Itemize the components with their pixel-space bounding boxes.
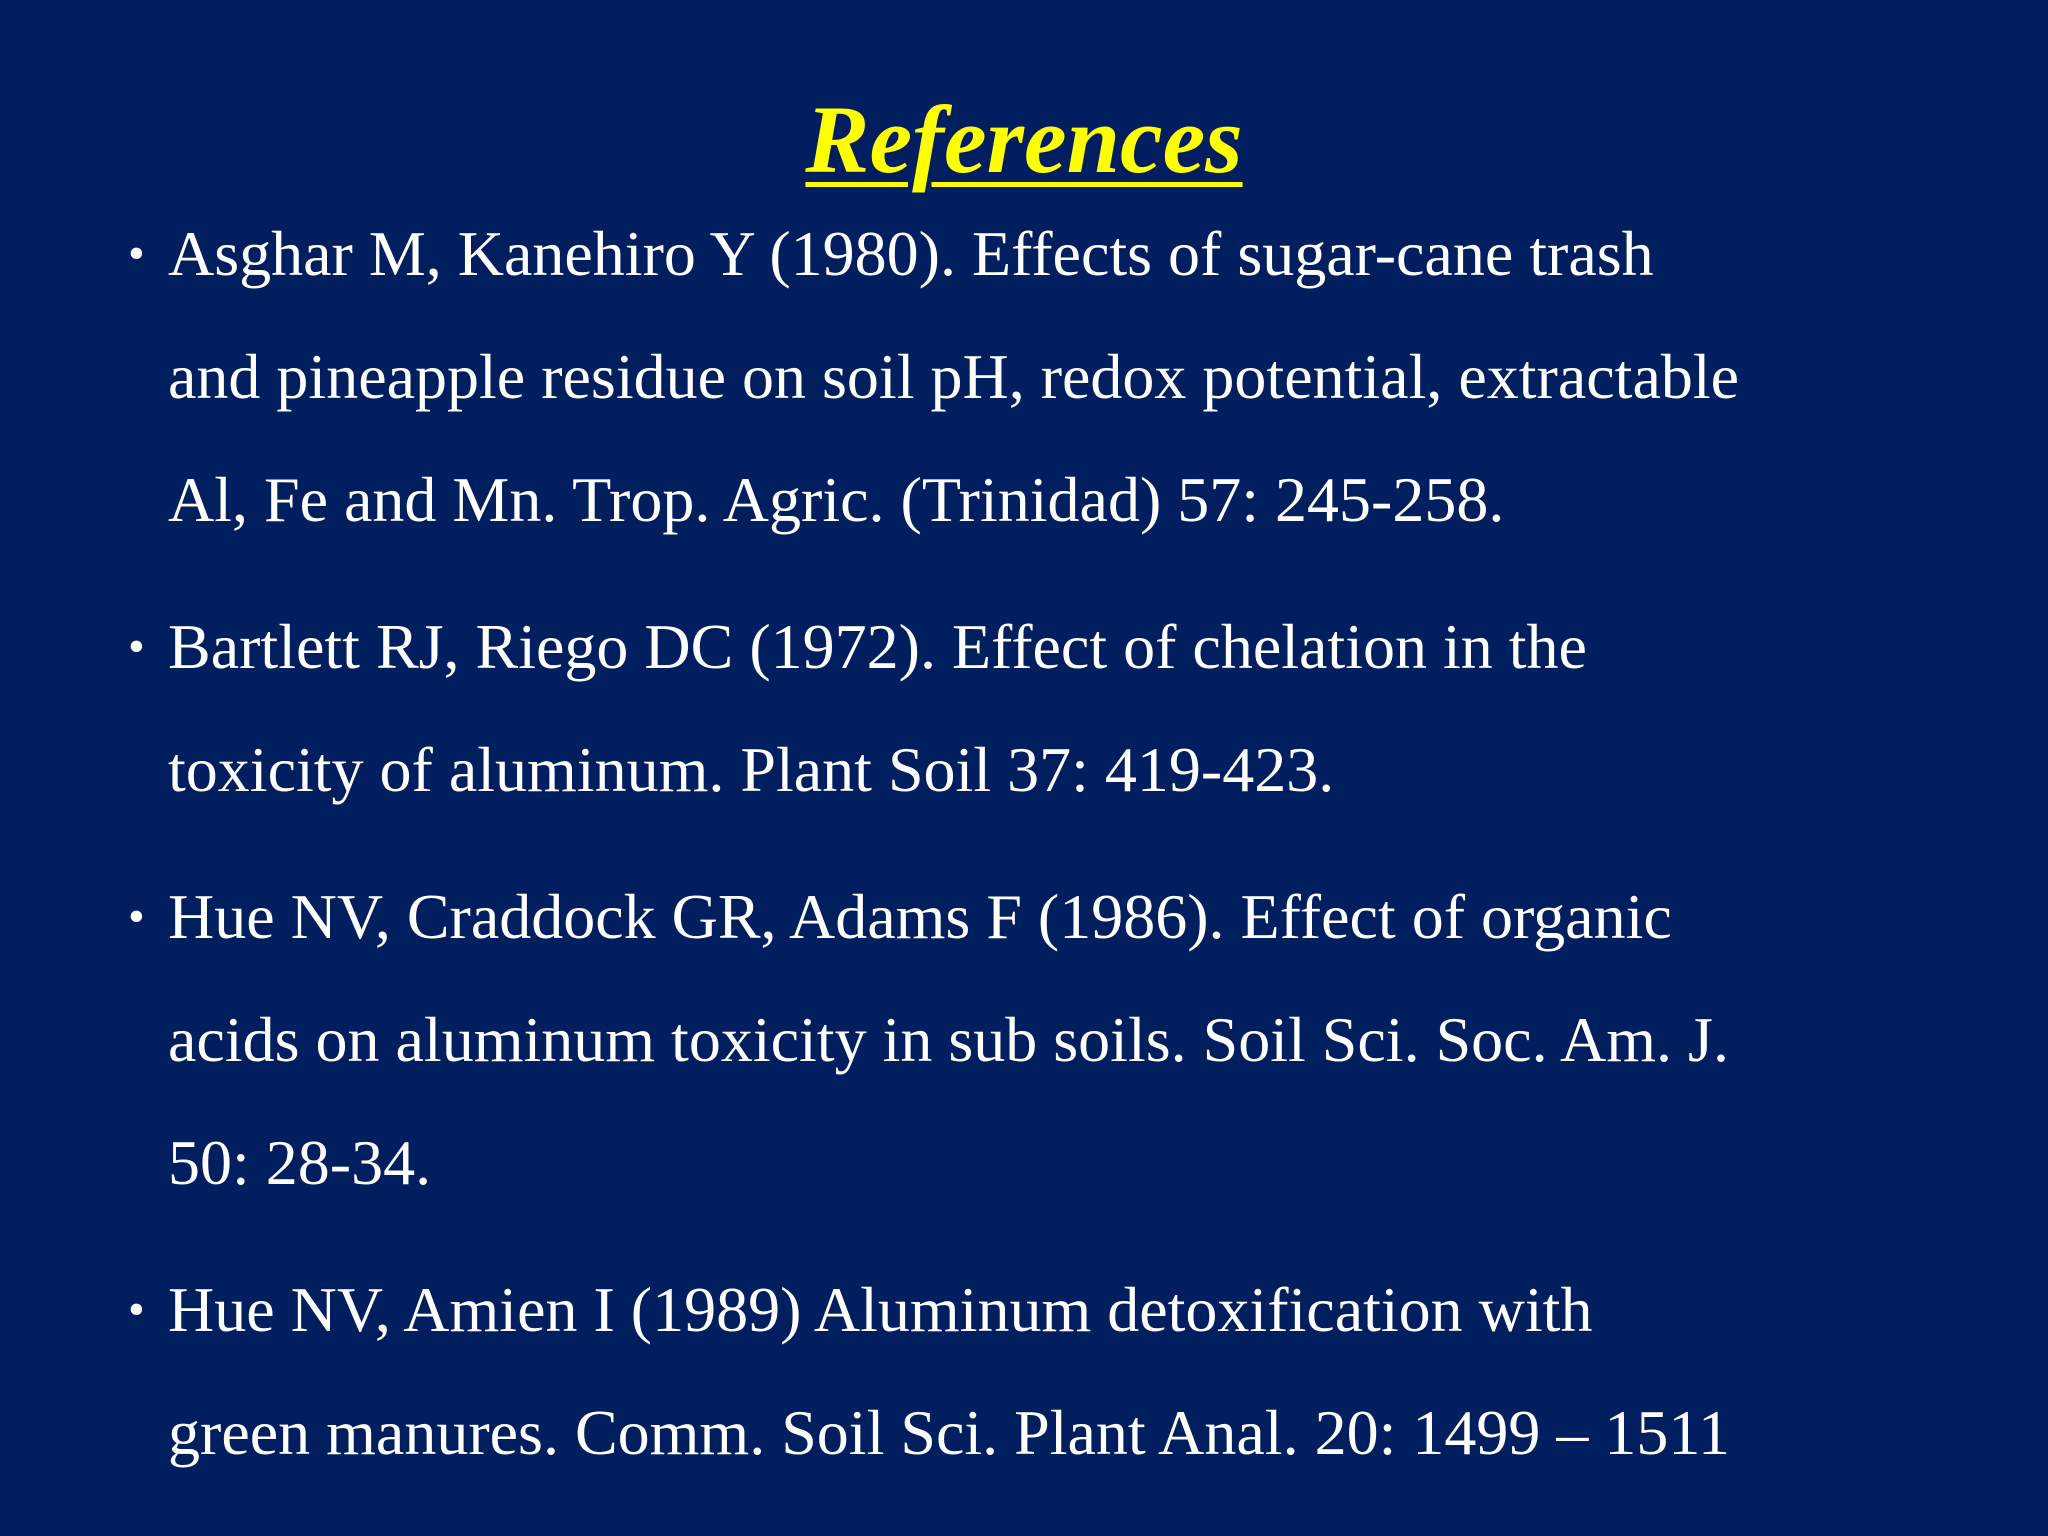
reference-line: Bartlett RJ, Riego DC (1972). Effect of chelation in the: [168, 611, 1587, 682]
bullet-icon: •: [128, 890, 145, 943]
reference-line: Hue NV, Amien I (1989) Aluminum detoxification with: [168, 1274, 1593, 1345]
reference-item: [128, 585, 1928, 831]
reference-item: [128, 1248, 1928, 1494]
reference-item: [128, 192, 1928, 561]
bullet-icon: •: [128, 227, 145, 280]
bullet-icon: •: [128, 620, 145, 673]
reference-line: Hue NV, Craddock GR, Adams F (1986). Effect of organic: [168, 881, 1672, 952]
bullet-icon: •: [128, 1283, 145, 1336]
reference-line: and pineapple residue on soil pH, redox potential, extractable: [168, 341, 1740, 412]
reference-item: [128, 855, 1928, 1224]
slide-title: References: [805, 86, 1243, 193]
reference-line: green manures. Comm. Soil Sci. Plant Anal. 20: 1499 – 1511: [168, 1397, 1730, 1468]
reference-line: Asghar M, Kanehiro Y (1980). Effects of sugar-cane trash: [168, 218, 1654, 289]
reference-line: acids on aluminum toxicity in sub soils. Soil Sci. Soc. Am. J.: [168, 1004, 1729, 1075]
reference-line: Al, Fe and Mn. Trop. Agric. (Trinidad) 57: 245-258.: [168, 464, 1505, 535]
reference-line: 50: 28-34.: [168, 1127, 432, 1198]
reference-line: toxicity of aluminum. Plant Soil 37: 419-423.: [168, 734, 1335, 805]
reference-list: [128, 192, 1928, 1518]
